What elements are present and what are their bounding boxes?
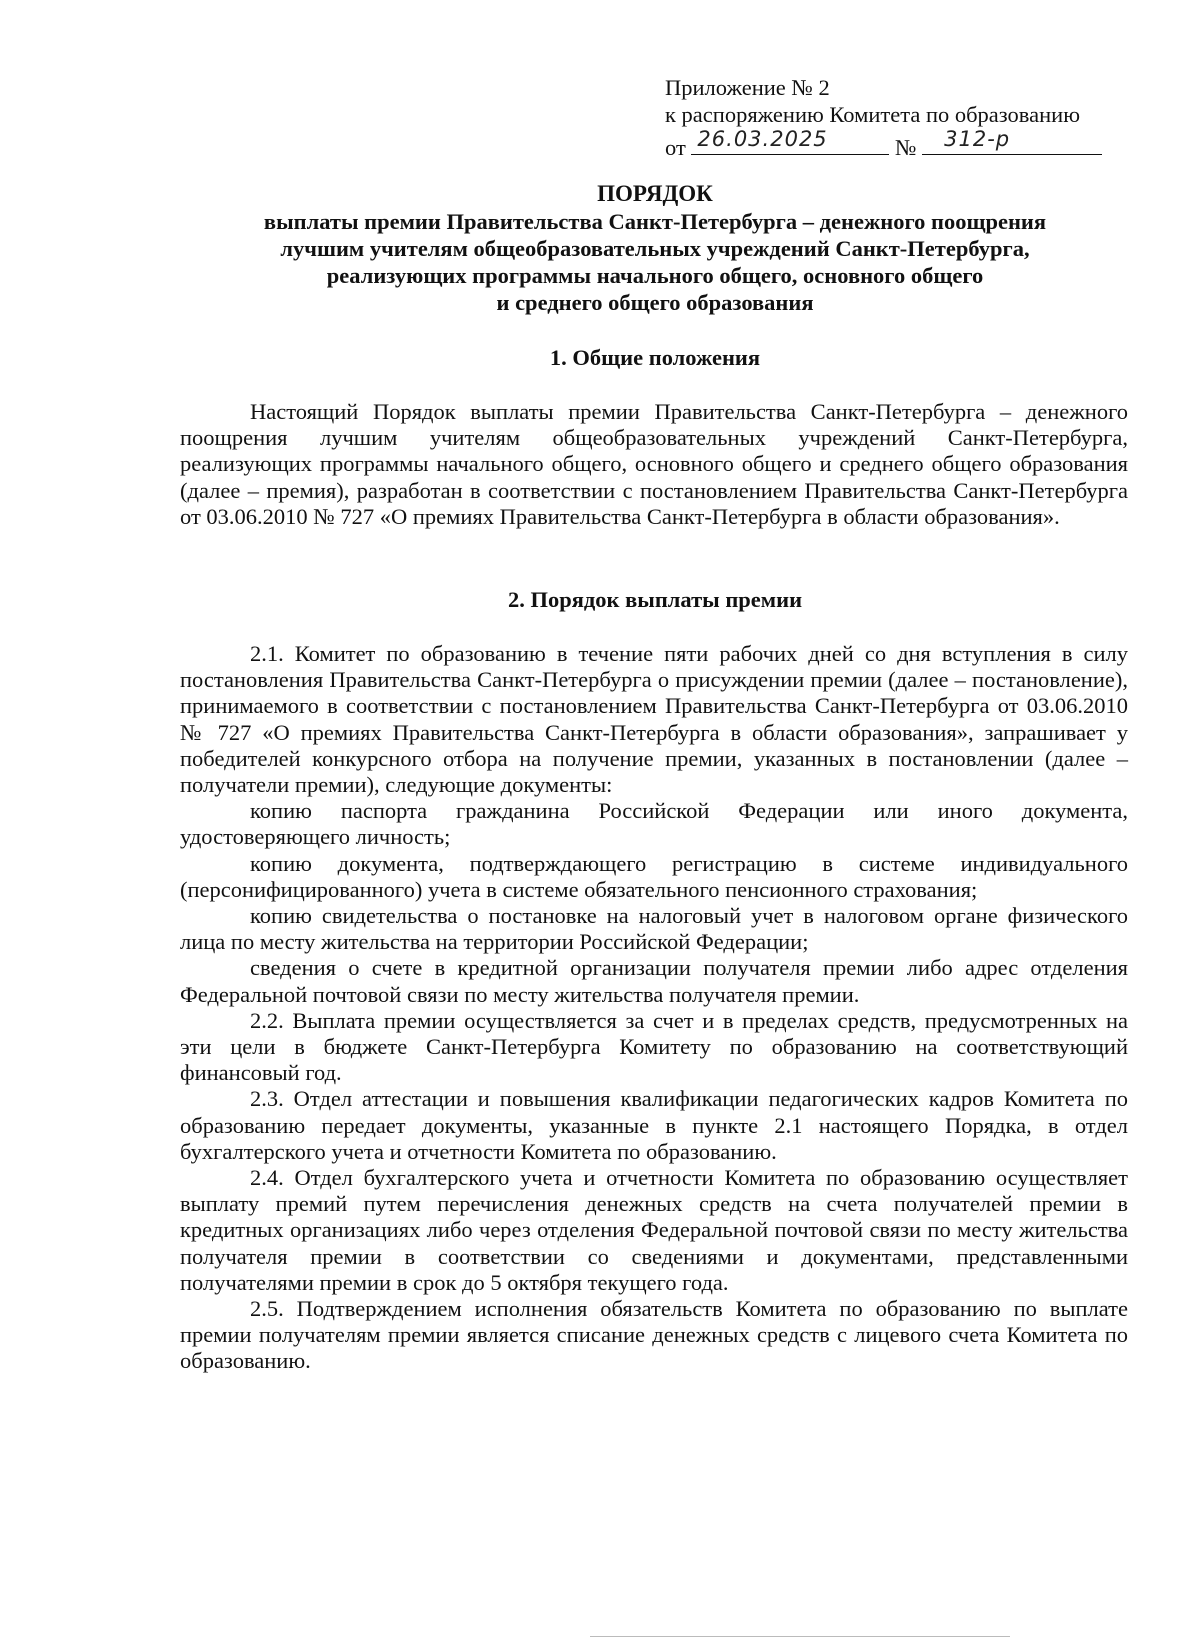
paragraph: копию свидетельства о постановке на налоговый учет в налоговом органе физического лица по месту жительства на территории Российской Федерации;	[180, 903, 1128, 955]
number-label: №	[895, 135, 917, 160]
title-sub-3: реализующих программы начального общего, основного общего	[326, 263, 984, 288]
handwritten-date: 26.03.2025	[697, 127, 828, 151]
paragraph: сведения о счете в кредитной организации получателя премии либо адрес отделения Федеральной почтовой связи по месту жительства получателя премии.	[180, 955, 1128, 1007]
paragraph: копию паспорта гражданина Российской Федерации или иного документа, удостоверяющего личность;	[180, 798, 1128, 850]
title-sub-1: выплаты премии Правительства Санкт-Петербурга – денежного поощрения	[263, 209, 1047, 234]
appendix-header	[665, 74, 1125, 161]
paragraph: 2.2. Выплата премии осуществляется за счет и в пределах средств, предусмотренных на эти цели в бюджете Санкт-Петербурга Комитету по образованию на соответствующий финансовый год.	[180, 1007, 1128, 1086]
appendix-line-3	[665, 128, 1125, 161]
date-field	[691, 128, 889, 155]
paragraph: Настоящий Порядок выплаты премии Правительства Санкт-Петербурга – денежного поощрения лучшим учителям общеобразовательных учреждений Санкт-Петербурга, реализующих программы начального общего, основного общего и среднего общего образования (далее – премия), разработан в соответствии с постановлением Правительства Санкт-Петербурга от 03.06.2010 № 727 «О премиях Правительства Санкт-Петербурга в области образования».	[180, 399, 1128, 529]
document-title	[120, 180, 1190, 316]
paragraph: 2.1. Комитет по образованию в течение пяти рабочих дней со дня вступления в силу постановления Правительства Санкт-Петербурга о присуждении премии (далее – постановление), принимаемого в соответствии с постановлением Правительства Санкт-Петербурга от 03.06.2010 № 727 «О премиях Правительства Санкт-Петербурга в области образования», запрашивает у победителей конкурсного отбора на получение премии, указанных в постановлении (далее – получатели премии), следующие документы:	[180, 641, 1128, 798]
paragraph: 2.4. Отдел бухгалтерского учета и отчетности Комитета по образованию осуществляет выплату премий путем перечисления денежных средств на счета получателей премии в кредитных организациях либо через отделения Федеральной почтовой связи по месту жительства получателя премии в соответствии со сведениями и документами, представленными получателями премии в срок до 5 октября текущего года.	[180, 1165, 1128, 1295]
appendix-line-1: Приложение № 2	[665, 75, 830, 100]
paragraph: 2.3. Отдел аттестации и повышения квалификации педагогических кадров Комитета по образованию передает документы, указанные в пункте 2.1 настоящего Порядка, в отдел бухгалтерского учета и отчетности Комитета по образованию.	[180, 1086, 1128, 1164]
handwritten-number: 312-р	[944, 127, 1011, 151]
title-main: ПОРЯДОК	[597, 181, 713, 206]
bottom-divider	[590, 1636, 1010, 1637]
paragraph: копию документа, подтверждающего регистрацию в системе индивидуального (персонифицированного) учета в системе обязательного пенсионного страхования;	[180, 850, 1128, 902]
title-sub-2: лучшим учителям общеобразовательных учреждений Санкт-Петербурга,	[280, 236, 1030, 261]
title-sub-4: и среднего общего образования	[496, 290, 814, 315]
from-label: от	[665, 135, 686, 160]
paragraph: 2.5. Подтверждением исполнения обязательств Комитета по образованию по выплате премии получателям премии является списание денежных средств с лицевого счета Комитета по образованию.	[180, 1296, 1128, 1374]
appendix-line-2: к распоряжению Комитета по образованию	[665, 102, 1081, 127]
section-2-heading: 2. Порядок выплаты премии	[507, 587, 803, 612]
section-1-body	[180, 399, 1128, 530]
number-field	[922, 128, 1102, 155]
section-1-heading: 1. Общие положения	[549, 345, 761, 370]
section-2-body	[180, 641, 1128, 1375]
